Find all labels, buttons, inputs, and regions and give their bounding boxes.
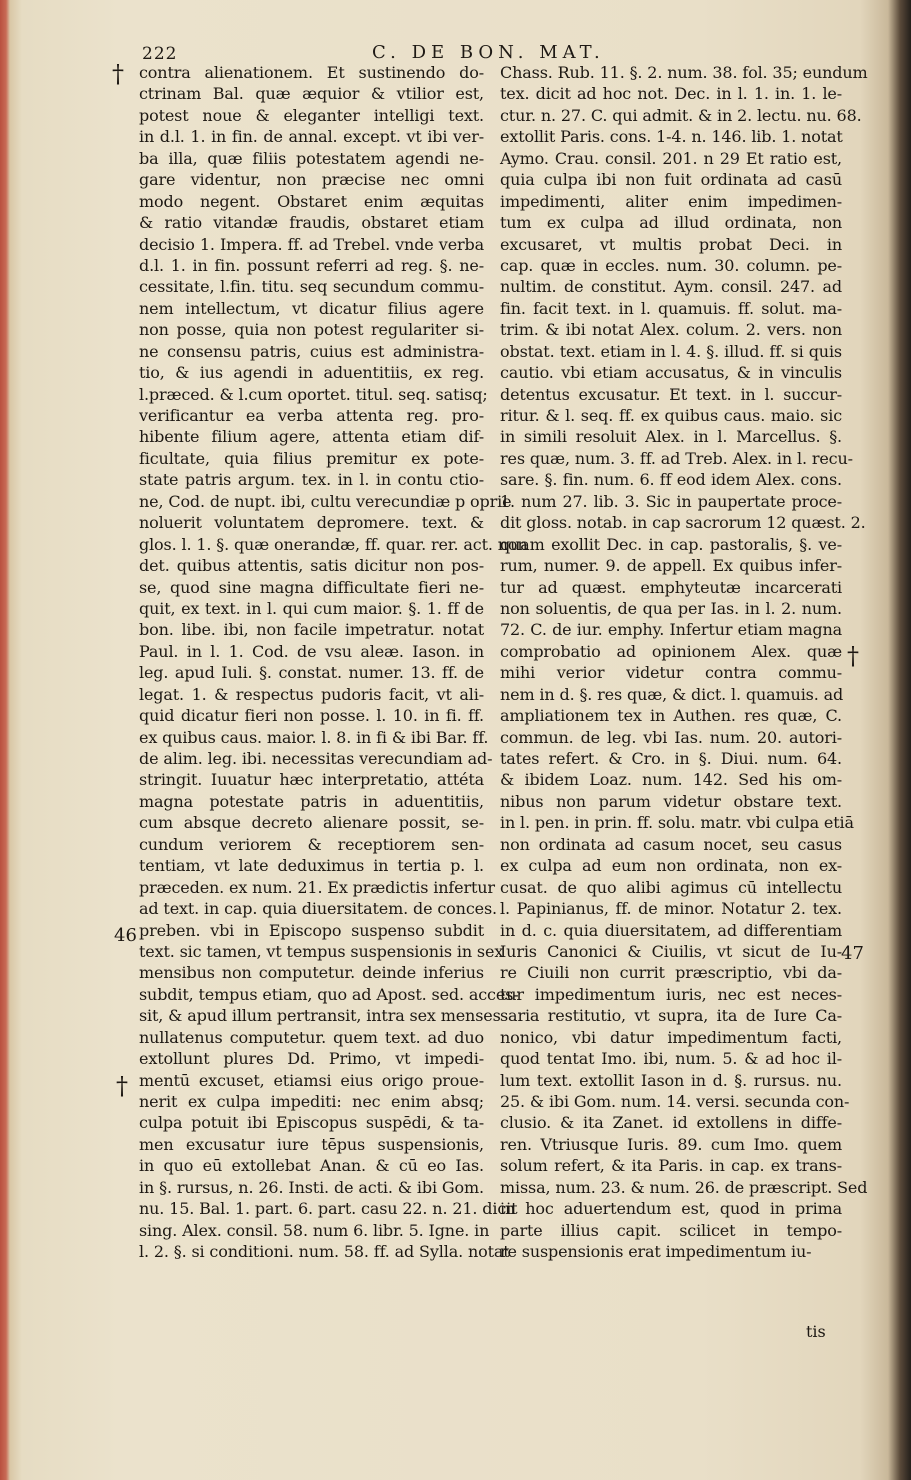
text-line: quid dicatur fieri non posse. l. 10. in fi. ff. (139, 706, 484, 726)
text-line: 1. num 27. lib. 3. Sic in paupertate proce- (500, 491, 842, 511)
text-line: quam exollit Dec. in cap. pastoralis, §. ve- (500, 534, 842, 554)
text-line: quia culpa ibi non fuit ordinata ad casū (500, 170, 842, 190)
text-line: contra alienationem. Et sustinendo do- (139, 63, 484, 82)
text-line: in d.l. 1. in fin. de annal. except. vt ibi ver- (139, 127, 484, 147)
text-line: sare. §. fin. num. 6. ff eod idem Alex. cons. (500, 470, 842, 490)
text-line: nultim. de constitut. Aym. consil. 247. ad (500, 277, 842, 297)
text-line: in quo eū extollebat Anan. & cū eo Ias. (139, 1156, 484, 1176)
text-line: stringit. Iuuatur hæc interpretatio, attéta (139, 770, 484, 790)
text-line: re Ciuili non currit præscriptio, vbi da- (500, 963, 842, 983)
text-line: det. quibus attentis, satis dicitur non pos- (139, 556, 484, 576)
text-line: ad text. in cap. quia diuersitatem. de conces. (139, 899, 497, 919)
text-line: subdit, tempus etiam, quo ad Apost. sed. acces- (139, 984, 519, 1004)
margin-number-46: 46 (114, 925, 137, 946)
text-line: obstat. text. etiam in l. 4. §. illud. ff. si quis (500, 341, 842, 361)
text-line: bon. libe. ibi, non facile impetratur. notat (139, 620, 484, 640)
text-line: tur ad quæst. emphyteutæ incarcerati (500, 577, 842, 597)
text-line: solum refert, & ita Paris. in cap. ex trans- (500, 1156, 842, 1176)
text-line: nibus non parum videtur obstare text. (500, 791, 842, 811)
text-line: tur impedimentum iuris, nec est neces- (500, 984, 842, 1004)
text-line: dit gloss. notab. in cap sacrorum 12 quæst. 2. (500, 513, 866, 533)
text-line: nerit ex culpa impediti: nec enim absq; (139, 1092, 484, 1111)
text-line: d.l. 1. in fin. possunt referri ad reg. §. ne- (139, 255, 484, 275)
text-line: glos. l. 1. §. quæ onerandæ, ff. quar. rer. act. non (139, 534, 528, 554)
text-line: rum, numer. 9. de appell. Ex quibus infer- (500, 556, 842, 576)
text-line: cautio. vbi etiam accusatus, & in vinculis (500, 363, 842, 383)
text-line: res quæ, num. 3. ff. ad Treb. Alex. in l. recu- (500, 448, 853, 468)
text-line: in l. pen. in prin. ff. solu. matr. vbi culpa etiā (500, 813, 854, 833)
text-line: ex culpa ad eum non ordinata, non ex- (500, 856, 842, 876)
text-line: detentus excusatur. Et text. in l. succur- (500, 384, 842, 404)
text-line: potest noue & eleganter intelligi text. (139, 105, 484, 125)
text-line: saria restitutio, vt supra, ita de Iure Ca- (500, 1006, 842, 1026)
text-line: fin. facit text. in l. quamuis. ff. solut. ma- (500, 298, 842, 318)
text-line: cap. quæ in eccles. num. 30. column. pe- (500, 255, 842, 275)
text-line: nem in d. §. res quæ, & dict. l. quamuis. ad (500, 684, 844, 704)
text-line: trim. & ibi notat Alex. colum. 2. vers. non (500, 320, 842, 340)
text-line: leg. apud Iuli. §. constat. numer. 13. ff. de (139, 663, 484, 683)
text-line: tum ex culpa ad illud ordinata, non (500, 213, 842, 233)
text-line: quit, ex text. in l. qui cum maior. §. 1. ff de (139, 598, 484, 618)
text-line: ex quibus caus. maior. l. 8. in fi & ibi Bar. ff. (139, 727, 489, 747)
text-line: ficultate, quia filius premitur ex pote- (139, 448, 484, 468)
text-line: nonico, vbi datur impedimentum facti, (500, 1027, 842, 1047)
text-line: non soluentis, de qua per Ias. in l. 2. num. (500, 598, 842, 618)
text-line: de alim. leg. ibi. necessitas verecundiam ad- (139, 749, 493, 768)
right-column (500, 62, 868, 1263)
text-line: mentū excuset, etiamsi eius origo proue- (139, 1070, 484, 1090)
margin-dagger-top-left: † (112, 60, 124, 88)
text-line: culpa potuit ibi Episcopus suspēdi, & ta- (139, 1113, 484, 1133)
text-line: comprobatio ad opinionem Alex. quæ (500, 641, 842, 661)
margin-dagger-bottom-left: † (116, 1072, 128, 1100)
left-column (139, 62, 528, 1263)
text-line: ampliationem tex in Authen. res quæ, C. (500, 706, 842, 726)
text-line: in simili resoluit Alex. in l. Marcellus. §. (500, 427, 842, 447)
text-line: tentiam, vt late deduximus in tertia p. l. (139, 856, 484, 876)
text-line: parte illius capit. scilicet in tempo- (500, 1220, 842, 1240)
text-line: decisio 1. Impera. ff. ad Trebel. vnde verba (139, 234, 484, 254)
text-line: & ratio vitandæ fraudis, obstaret etiam (139, 213, 484, 233)
text-line: in §. rursus, n. 26. Insti. de acti. & ibi Gom. (139, 1177, 484, 1197)
text-line: ba illa, quæ filiis potestatem agendi ne- (139, 148, 484, 168)
text-line: text. sic tamen, vt tempus suspensionis in sex (139, 941, 504, 961)
catchword: tis (806, 1322, 826, 1341)
text-line: nu. 15. Bal. 1. part. 6. part. casu 22. n. 21. dicit (139, 1199, 518, 1219)
text-line: ren. Vtriusque Iuris. 89. cum Imo. quem (500, 1134, 842, 1154)
text-line: sing. Alex. consil. 58. num 6. libr. 5. Igne. in (139, 1220, 490, 1240)
text-line: l.præced. & l.cum oportet. titul. seq. satisq; (139, 384, 488, 404)
margin-number-47: 47 (841, 943, 864, 964)
text-line: re suspensionis erat impedimentum iu- (500, 1242, 812, 1262)
text-line: clusio. & ita Zanet. id extollens in diffe- (500, 1113, 842, 1133)
text-line: extollit Paris. cons. 1-4. n. 146. lib. 1. notat (500, 127, 843, 147)
text-line: verificantur ea verba attenta reg. pro- (139, 406, 484, 425)
text-line: missa, num. 23. & num. 26. de præscript. Sed (500, 1177, 868, 1197)
text-line: ctrinam Bal. quæ æquior & vtilior est, (139, 84, 484, 104)
text-line: preben. vbi in Episcopo suspenso subdit (139, 920, 484, 940)
text-line: cusat. de quo alibi agimus cū intellectu (500, 877, 842, 897)
text-line: nem intellectum, vt dicatur filius agere (139, 298, 484, 318)
text-line: magna potestate patris in aduentitiis, (139, 791, 484, 811)
text-line: tates refert. & Cro. in §. Diui. num. 64. (500, 749, 842, 768)
text-line: ctur. n. 27. C. qui admit. & in 2. lectu. nu. 68. (500, 105, 862, 125)
text-line: mihi verior videtur contra commu- (500, 663, 842, 683)
margin-dagger-right: † (847, 642, 859, 670)
text-line: excusaret, vt multis probat Deci. in (500, 234, 842, 254)
text-line: lum text. extollit Iason in d. §. rursus. nu. (500, 1070, 842, 1090)
text-line: Chass. Rub. 11. §. 2. num. 38. fol. 35; eundum (500, 63, 868, 82)
text-line: l. Papinianus, ff. de minor. Notatur 2. tex. (500, 899, 842, 919)
running-title: C. DE BON. MAT. (372, 42, 605, 63)
text-line: non ordinata ad casum nocet, seu casus (500, 834, 842, 854)
text-line: extollunt plures Dd. Primo, vt impedi- (139, 1049, 484, 1069)
text-line: modo negent. Obstaret enim æquitas (139, 191, 484, 211)
text-line: ne, Cod. de nupt. ibi, cultu verecundiæ p oprie (139, 491, 512, 511)
text-line: Paul. in l. 1. Cod. de vsu aleæ. Iason. in (139, 641, 484, 661)
text-line: state patris argum. tex. in l. in contu ctio- (139, 470, 484, 490)
text-line: legat. 1. & respectus pudoris facit, vt ali- (139, 684, 484, 704)
text-line: non posse, quia non potest regulariter si- (139, 320, 484, 340)
text-line: men excusatur iure tēpus suspensionis, (139, 1134, 484, 1154)
text-line: commun. de leg. vbi Ias. num. 20. autori- (500, 727, 842, 747)
text-line: & ibidem Loaz. num. 142. Sed his om- (500, 770, 842, 790)
text-line: l. 2. §. si conditioni. num. 58. ff. ad Sylla. notat (139, 1242, 510, 1262)
text-line: tio, & ius agendi in aduentitiis, ex reg. (139, 363, 484, 383)
text-line: sit, & apud illum pertransit, intra sex menses (139, 1006, 501, 1026)
text-line: Iuris Canonici & Ciuilis, vt sicut de Iu- (500, 941, 842, 961)
text-line: in d. c. quia diuersitatem, ad differentiam (500, 920, 842, 940)
text-line: impedimenti, aliter enim impedimen- (500, 191, 842, 211)
text-line: cessitate, l.fin. titu. seq secundum commu- (139, 277, 484, 297)
text-line: ne consensu patris, cuius est administra- (139, 341, 484, 361)
text-line: 72. C. de iur. emphy. Infertur etiam magna (500, 620, 842, 640)
text-line: cum absque decreto alienare possit, se- (139, 813, 484, 833)
text-line: gare videntur, non præcise nec omni (139, 170, 484, 190)
text-line: hibente filium agere, attenta etiam dif- (139, 427, 484, 447)
text-line: in hoc aduertendum est, quod in prima (500, 1199, 842, 1219)
text-line: cundum veriorem & receptiorem sen- (139, 834, 484, 854)
text-line: nullatenus computetur. quem text. ad duo (139, 1027, 484, 1047)
text-line: præceden. ex num. 21. Ex prædictis infertur (139, 877, 495, 897)
text-line: mensibus non computetur. deinde inferius (139, 963, 484, 983)
text-line: noluerit voluntatem depromere. text. & (139, 513, 484, 533)
text-line: se, quod sine magna difficultate fieri ne- (139, 577, 484, 597)
text-line: 25. & ibi Gom. num. 14. versi. secunda con- (500, 1092, 850, 1111)
text-line: ritur. & l. seq. ff. ex quibus caus. maio. sic (500, 406, 842, 425)
text-line: quod tentat Imo. ibi, num. 5. & ad hoc il- (500, 1049, 842, 1069)
text-line: Aymo. Crau. consil. 201. n 29 Et ratio est, (500, 148, 842, 168)
page-number: 222 (142, 44, 178, 64)
text-line: tex. dicit ad hoc not. Dec. in l. 1. in. 1. le- (500, 84, 842, 104)
